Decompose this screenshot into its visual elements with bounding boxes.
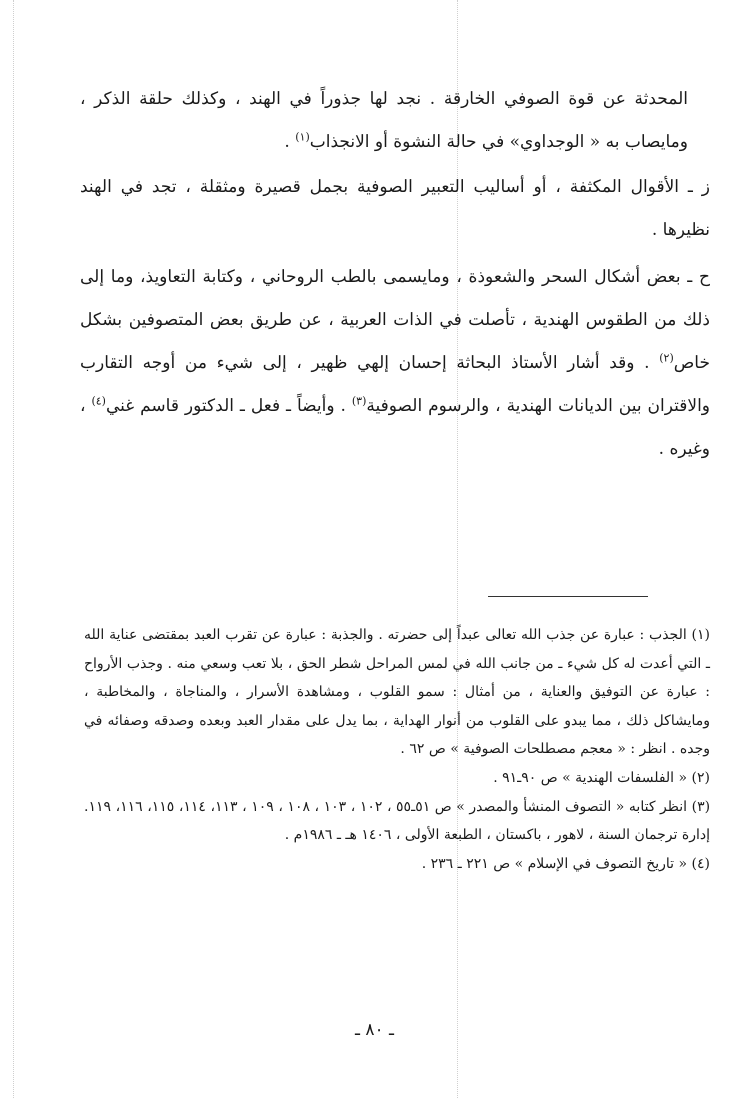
list-item-text: ، وغيره .: [80, 396, 710, 459]
footnote-separator: [488, 596, 648, 597]
footnote-3: [84, 793, 710, 850]
footnote-number: (٣): [691, 798, 711, 815]
list-item-text: . وأيضاً ـ فعل ـ الدكتور قاسم غني: [105, 396, 352, 416]
list-item-text: ز ـ الأقوال المكثفة ، أو أساليب التعبير الصوفية بجمل قصيرة ومثقلة ، تجد في الهند نظيرها .: [80, 177, 710, 240]
footnote-text: « الفلسفات الهندية » ص ٩٠ـ٩١ .: [493, 769, 688, 786]
footnote-number: (٤): [691, 855, 710, 872]
paragraph-intro: [80, 78, 710, 164]
footnote-ref[interactable]: (١): [295, 130, 310, 144]
list-item-h: [80, 256, 710, 471]
footnote-text: الجذب : عبارة عن جذب الله تعالى عبداً إلى حضرته . والجذبة : عبارة عن تقرب العبد بمقتضى عناية الله ـ التي أعدت له كل شيء ـ من جانب الله في لمس المراحل شطر الحق ، بلا تعب وسعي منه . وجذب الأرواح : عبارة عن التوفيق والعناية ، من أمثال : سمو القلوب ، ومشاهدة الأسرار ، والمناجاة ، والمخاطبة ، ومايشاكل ذلك ، مما يبدو على القلوب من أنوار الهداية ، بما يدل على مقدار العبد وبعده وصدقه وصفائه في وجده . انظر : « معجم مصطلحات الصوفية » ص ٦٢ .: [84, 627, 710, 758]
paragraph-text: المحدثة عن قوة الصوفي الخارقة . نجد لها جذوراً في الهند ، وكذلك حلقة الذكر ، ومايصاب به « الوجداوي» في حالة النشوة أو الانجذاب: [80, 89, 688, 152]
footnote-text: « تاريخ التصوف في الإسلام » ص ٢٢١ ـ ٢٣٦ .: [421, 855, 688, 872]
footnote-ref[interactable]: (٣): [351, 394, 367, 408]
footnote-2: [84, 764, 710, 793]
page-number: ـ ٨٠ ـ: [354, 1020, 395, 1040]
footnote-number: (١): [691, 627, 711, 643]
footnote-1: [84, 621, 710, 764]
main-text: [80, 78, 710, 471]
list-item-text: . وقد أشار الأستاذ البحاثة إحسان إلهي ظهير ، إلى شيء من أوجه التقارب والاقتران بين الديانات الهندية ، والرسوم الصوفية: [80, 353, 710, 416]
list-item-z: [80, 166, 710, 252]
footnote-4: [84, 850, 710, 879]
paragraph-text: .: [284, 132, 296, 152]
footnote-ref[interactable]: (٤): [91, 394, 106, 408]
footnote-number: (٢): [691, 769, 710, 786]
footnotes: [84, 621, 710, 878]
footnote-text: انظر كتابه « التصوف المنشأ والمصدر » ص ٥١ـ٥٥ ، ١٠٢ ، ١٠٣ ، ١٠٨ ، ١٠٩ ، ١١٣، ١١٤، ١١٥، ١١٦، ١١٩. إدارة ترجمان السنة ، لاهور ، باكستان ، الطبعة الأولى ، ١٤٠٦ هـ ـ ١٩٨٦م .: [84, 798, 710, 844]
scan-fold-line: [13, 0, 14, 1098]
list-item-text: ح ـ بعض أشكال السحر والشعوذة ، ومايسمى بالطب الروحاني ، وكتابة التعاويذ، وما إلى ذلك من الطقوس الهندية ، تأصلت في الذات العربية ، عن طريق بعض المتصوفين بشكل خاص: [80, 267, 710, 373]
footnote-ref[interactable]: (٢): [659, 351, 674, 365]
